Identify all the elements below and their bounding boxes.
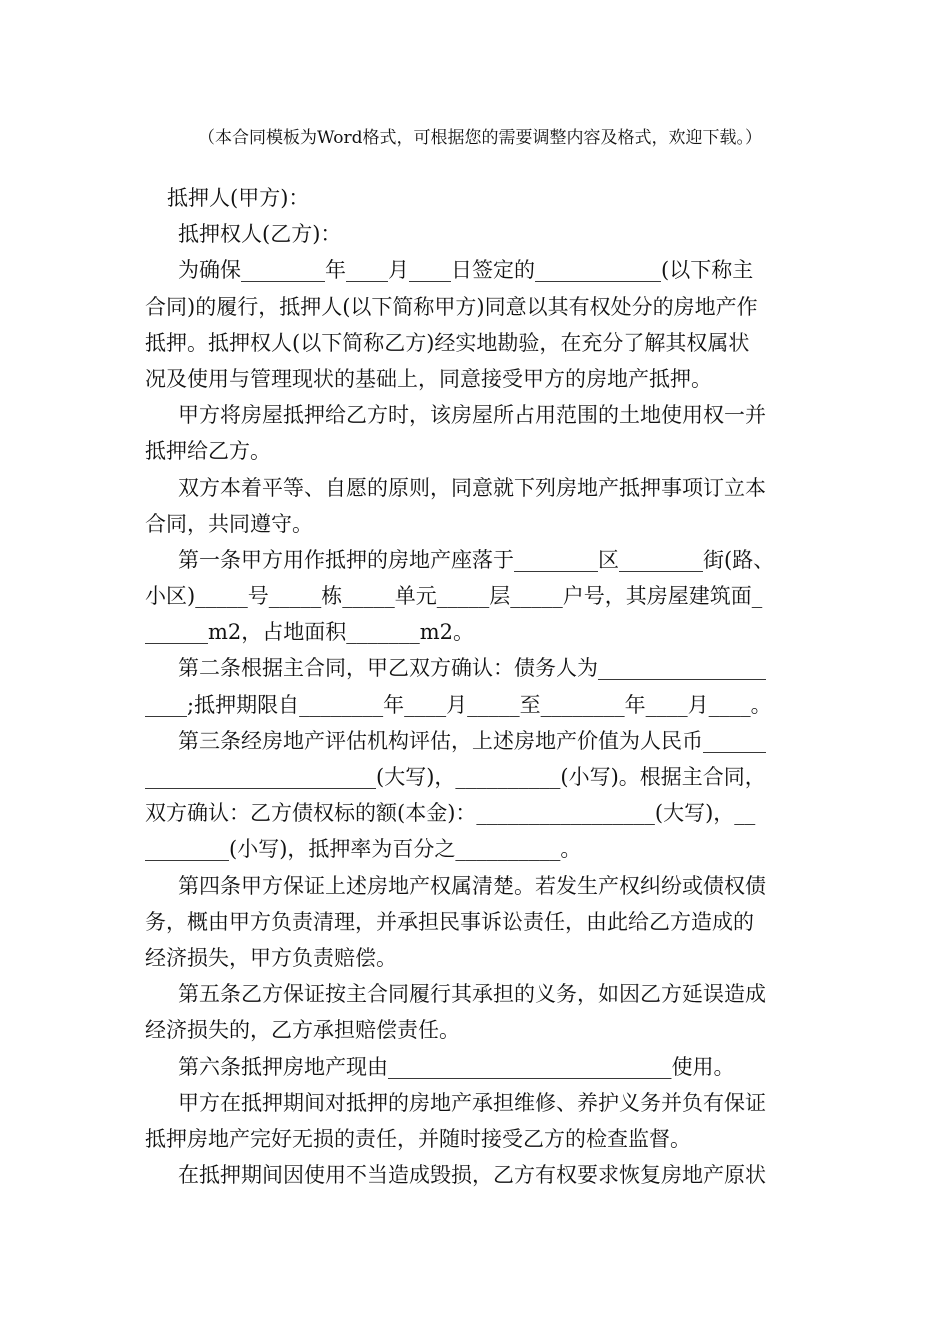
paragraph-line: 双方本着平等、自愿的原则，同意就下列房地产抵押事项订立本	[178, 475, 766, 500]
paragraph-line: 为确保________年____月____日签定的____________(以下称主	[178, 258, 754, 283]
article-4-line: 第四条甲方保证上述房地产权属清楚。若发生产权纠纷或债权债	[178, 873, 766, 898]
article-3-line: ________(小写)，抵押率为百分之__________。	[145, 837, 582, 862]
article-4-line: 务，概由甲方负责清理，并承担民事诉讼责任，由此给乙方造成的	[145, 909, 754, 934]
paragraph-line: 合同)的履行，抵押人(以下简称甲方)同意以其有权处分的房地产作	[145, 294, 758, 319]
article-2-line: ____;抵押期限自________年____月_____至________年____月____。	[145, 692, 772, 717]
article-5-line: 经济损失的，乙方承担赔偿责任。	[145, 1018, 460, 1043]
article-1-line: 第一条甲方用作抵押的房地产座落于________区________街(路、	[178, 547, 775, 572]
article-2-line: 第二条根据主合同，甲乙双方确认：债务人为________________	[178, 656, 766, 681]
article-1-line: 小区)_____号_____栋_____单元_____层_____户号，其房屋建筑面_	[145, 584, 763, 609]
article-4-line: 经济损失，甲方负责赔偿。	[145, 945, 397, 970]
mortgagor-label: 抵押人(甲方)：	[167, 186, 310, 210]
paragraph-line: 抵押房地产完好无损的责任，并随时接受乙方的检查监督。	[145, 1126, 691, 1151]
paragraph-line: 甲方在抵押期间对抵押的房地产承担维修、养护义务并负有保证	[178, 1090, 766, 1115]
article-3-line: 第三条经房地产评估机构评估，上述房地产价值为人民币______	[178, 728, 766, 753]
paragraph-line: 合同，共同遵守。	[145, 511, 313, 536]
paragraph-line: 况及使用与管理现状的基础上，同意接受甲方的房地产抵押。	[145, 366, 712, 391]
article-3-line: ______________________(大写)，__________(小写)。根据主合同，	[145, 765, 766, 789]
paragraph-line: 抵押。抵押权人(以下简称乙方)经实地勘验，在充分了解其权属状	[145, 330, 750, 355]
contract-body	[145, 180, 805, 1193]
article-5-line: 第五条乙方保证按主合同履行其承担的义务，如因乙方延误造成	[178, 982, 766, 1007]
article-6-line: 第六条抵押房地产现由___________________________使用。	[178, 1054, 735, 1079]
template-note: （本合同模板为Word格式，可根据您的需要调整内容及格式，欢迎下载。）	[197, 128, 763, 148]
paragraph-line: 抵押给乙方。	[145, 439, 271, 464]
article-3-line: 双方确认：乙方债权标的额(本金)：_________________(大写)，__	[145, 801, 756, 826]
mortgagee-label: 抵押权人(乙方)：	[178, 222, 342, 247]
paragraph-line: 甲方将房屋抵押给乙方时，该房屋所占用范围的土地使用权一并	[178, 403, 766, 428]
paragraph-line: 在抵押期间因使用不当造成毁损，乙方有权要求恢复房地产原状	[178, 1163, 766, 1188]
article-1-line: ______m2，占地面积_______m2。	[145, 620, 475, 645]
